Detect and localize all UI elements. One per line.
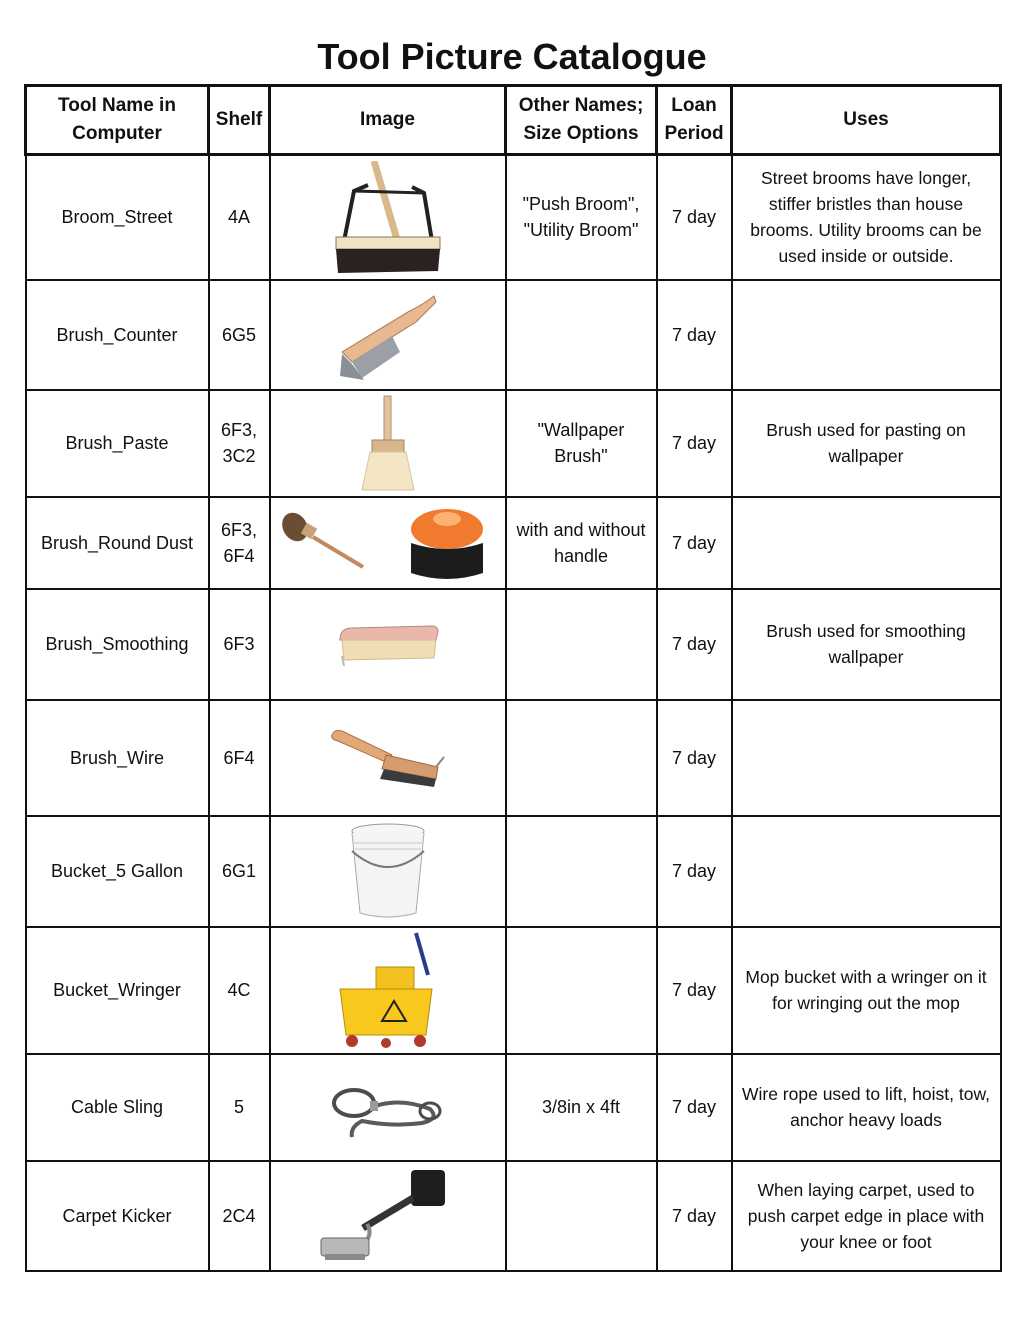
tool-image (270, 816, 506, 927)
shelf: 6F3 (209, 589, 270, 700)
round-dust-brush-icon (277, 501, 503, 585)
table-row (26, 155, 1001, 280)
tool-name: Brush_Wire (26, 700, 209, 816)
loan-period: 7 day (657, 816, 732, 927)
tool-image (270, 700, 506, 816)
table-row (26, 700, 1001, 816)
uses: Mop bucket with a wringer on it for wringing out the mop (732, 927, 1001, 1054)
tool-image (270, 280, 506, 390)
tool-name: Brush_Counter (26, 280, 209, 390)
other-names (506, 280, 657, 390)
header-loan-period: Loan Period (657, 86, 732, 155)
table-row (26, 927, 1001, 1054)
shelf: 6F4 (209, 700, 270, 816)
paste-brush-icon (356, 394, 420, 492)
loan-period: 7 day (657, 497, 732, 589)
tool-image (270, 589, 506, 700)
shelf: 4A (209, 155, 270, 280)
other-names: "Wallpaper Brush" (506, 390, 657, 497)
tool-image (270, 927, 506, 1054)
tool-name: Cable Sling (26, 1054, 209, 1161)
loan-period: 7 day (657, 280, 732, 390)
tool-name: Brush_Paste (26, 390, 209, 497)
other-names: "Push Broom", "Utility Broom" (506, 155, 657, 280)
shelf: 4C (209, 927, 270, 1054)
tool-name: Bucket_5 Gallon (26, 816, 209, 927)
loan-period: 7 day (657, 390, 732, 497)
table-row (26, 497, 1001, 589)
shelf: 6F3, 3C2 (209, 390, 270, 497)
shelf: 5 (209, 1054, 270, 1161)
loan-period: 7 day (657, 927, 732, 1054)
loan-period: 7 day (657, 155, 732, 280)
table-row (26, 1054, 1001, 1161)
uses: When laying carpet, used to push carpet edge in place with your knee or foot (732, 1161, 1001, 1271)
other-names (506, 927, 657, 1054)
other-names (506, 589, 657, 700)
tool-name: Bucket_Wringer (26, 927, 209, 1054)
header-image: Image (270, 86, 506, 155)
wire-brush-icon (330, 727, 446, 789)
uses (732, 700, 1001, 816)
street-broom-icon (328, 161, 448, 273)
other-names (506, 816, 657, 927)
uses: Wire rope used to lift, hoist, tow, anchor heavy loads (732, 1054, 1001, 1161)
tool-name: Carpet Kicker (26, 1161, 209, 1271)
page-title: Tool Picture Catalogue (317, 36, 707, 77)
table-row (26, 390, 1001, 497)
counter-brush-icon (338, 290, 438, 380)
tool-image (270, 155, 506, 280)
tool-image (270, 497, 506, 589)
loan-period: 7 day (657, 589, 732, 700)
header-uses: Uses (732, 86, 1001, 155)
tool-name: Broom_Street (26, 155, 209, 280)
table-row (26, 816, 1001, 927)
header-other-names: Other Names; Size Options (506, 86, 657, 155)
table-row (26, 280, 1001, 390)
other-names: 3/8in x 4ft (506, 1054, 657, 1161)
tool-image (270, 1161, 506, 1271)
tool-image (270, 390, 506, 497)
shelf: 6G5 (209, 280, 270, 390)
tool-name: Brush_Smoothing (26, 589, 209, 700)
shelf: 2C4 (209, 1161, 270, 1271)
table-row (26, 1161, 1001, 1271)
table-row (26, 589, 1001, 700)
shelf: 6G1 (209, 816, 270, 927)
loan-period: 7 day (657, 1054, 732, 1161)
loan-period: 7 day (657, 700, 732, 816)
cable-sling-icon (330, 1067, 446, 1147)
other-names (506, 1161, 657, 1271)
tool-image (270, 1054, 506, 1161)
bucket-icon (346, 821, 430, 921)
other-names (506, 700, 657, 816)
other-names: with and without handle (506, 497, 657, 589)
loan-period: 7 day (657, 1161, 732, 1271)
uses (732, 497, 1001, 589)
mop-bucket-wringer-icon (336, 931, 440, 1049)
smoothing-brush-icon (336, 622, 440, 666)
tool-name: Brush_Round Dust (26, 497, 209, 589)
carpet-kicker-icon (313, 1168, 463, 1264)
header-tool-name: Tool Name in Computer (26, 86, 209, 155)
uses (732, 280, 1001, 390)
header-shelf: Shelf (209, 86, 270, 155)
header-row (26, 86, 1001, 155)
uses: Brush used for smoothing wallpaper (732, 589, 1001, 700)
shelf: 6F3, 6F4 (209, 497, 270, 589)
uses: Street brooms have longer, stiffer bristles than house brooms. Utility brooms can be used inside or outside. (732, 155, 1001, 280)
tool-catalogue-table (24, 84, 1002, 1272)
uses (732, 816, 1001, 927)
uses: Brush used for pasting on wallpaper (732, 390, 1001, 497)
